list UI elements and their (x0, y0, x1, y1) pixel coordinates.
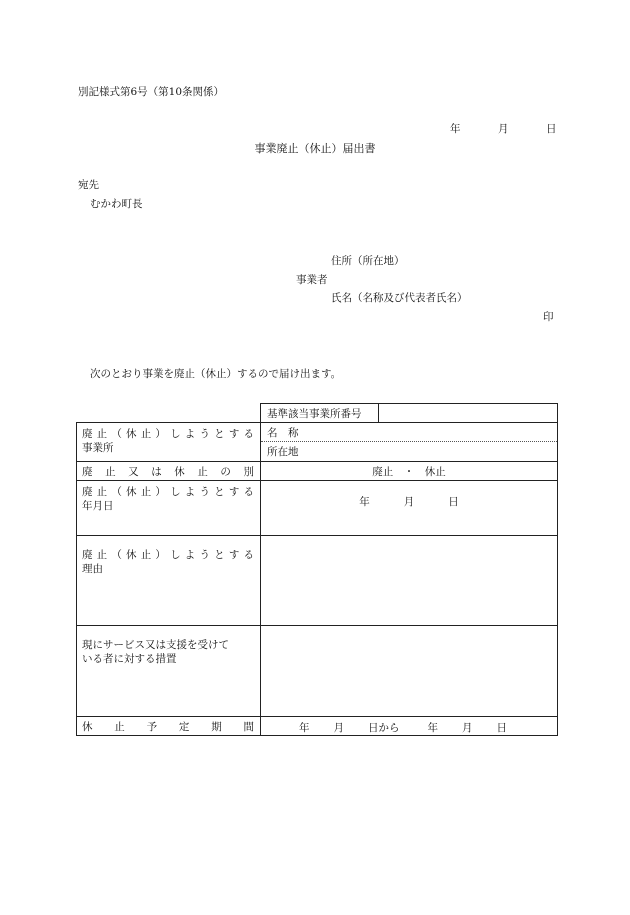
measures-row (77, 626, 558, 717)
date-row-label-line1: 廃止（休止）しようとする (82, 486, 256, 498)
date-row-label (77, 481, 261, 536)
type-row-value[interactable]: 廃止 ・ 休止 (261, 462, 558, 481)
applicant-business-label: 事業者 (296, 274, 328, 286)
period-row (77, 717, 558, 736)
date-row-day: 日 (448, 496, 459, 508)
date-row-month: 月 (403, 496, 415, 508)
period-row-value[interactable] (261, 717, 558, 736)
measures-row-label-line2: いる者に対する措置 (82, 653, 177, 666)
business-number-label: 基準該当事業所番号 (261, 404, 379, 422)
measures-row-label (77, 626, 261, 717)
business-number-row (77, 404, 558, 423)
business-number-cell (261, 404, 558, 423)
date-row-value[interactable] (261, 481, 558, 536)
period-to-year: 年 (427, 722, 438, 734)
reason-row-label-line2: 理由 (82, 563, 103, 576)
measures-field[interactable] (261, 626, 558, 717)
business-number-field[interactable] (379, 404, 557, 422)
reason-field[interactable] (261, 536, 558, 626)
intro-text: 次のとおり事業を廃止（休止）するので届け出ます。 (90, 368, 342, 380)
date-year: 年 (450, 123, 461, 135)
date-row-year: 年 (359, 496, 370, 508)
date-day: 日 (546, 123, 557, 135)
measures-row-label-line1: 現にサービス又は支援を受けて (82, 639, 229, 651)
applicant-address-label: 住所（所在地） (331, 255, 405, 267)
addressee-recipient: むかわ町長 (90, 198, 143, 210)
date-row (77, 481, 558, 536)
period-to-day: 日 (496, 722, 507, 734)
blank-cell (77, 404, 261, 423)
period-from-month: 月 (333, 722, 344, 734)
office-row-label (77, 423, 261, 462)
notification-table (76, 403, 558, 736)
period-row-label (77, 717, 261, 736)
office-address-field[interactable]: 所在地 (267, 446, 299, 458)
office-row-label-line1: 廃止（休止）しようとする (82, 428, 256, 440)
reason-row-label (77, 536, 261, 626)
period-to-month: 月 (462, 722, 473, 734)
type-row (77, 462, 558, 481)
type-row-label-text: 廃止又は休止の別 (82, 466, 256, 478)
form-number: 別記様式第6号（第10条関係） (78, 86, 225, 98)
period-from-day: 日から (368, 722, 400, 734)
date-row-label-line2: 年月日 (82, 500, 114, 513)
office-detail-cell (261, 423, 558, 462)
document-title: 事業廃止（休止）届出書 (254, 142, 376, 155)
period-from-year: 年 (299, 722, 310, 734)
seal-mark: 印 (543, 311, 554, 323)
reason-row-label-line1: 廃止（休止）しようとする (82, 549, 256, 561)
addressee-label: 宛先 (78, 179, 99, 191)
reason-row (77, 536, 558, 626)
applicant-name-label: 氏名（名称及び代表者氏名） (331, 292, 468, 304)
office-name-field[interactable]: 名 称 (261, 423, 557, 442)
office-row (77, 423, 558, 462)
office-row-label-line2: 事業所 (82, 442, 114, 455)
date-month: 月 (498, 123, 509, 135)
period-row-label-text: 休止予定期間 (82, 721, 256, 733)
type-row-label (77, 462, 261, 481)
